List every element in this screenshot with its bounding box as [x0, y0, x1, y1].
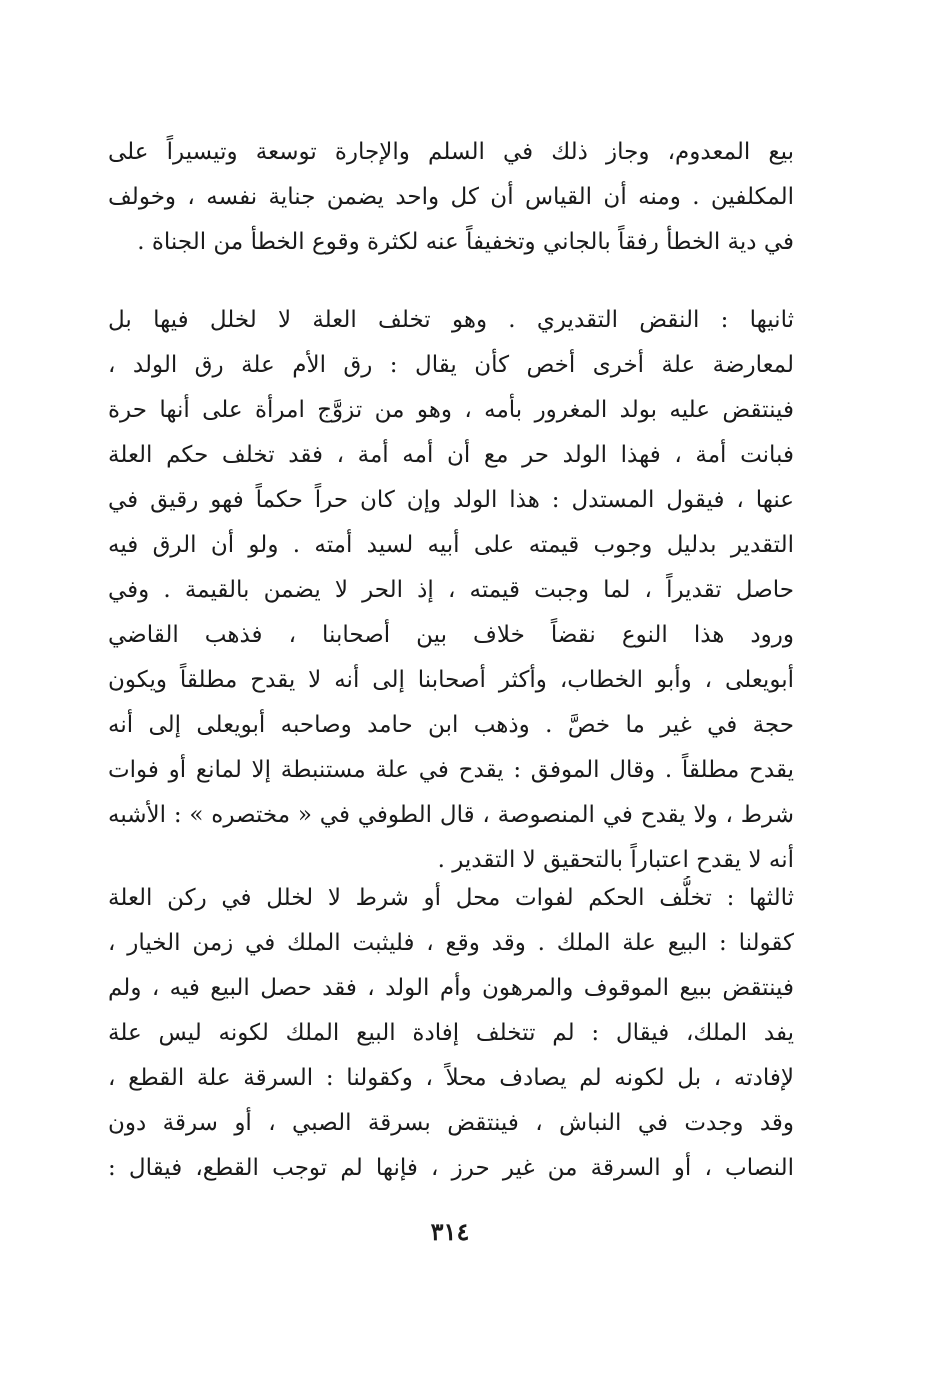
text-line: أنه لا يقدح اعتباراً بالتحقيق لا التقدير . [437, 847, 794, 873]
text-line: فينتقض عليه بولد المغرور بأمه ، وهو من تزوَّج امرأة على أنها حرة [108, 397, 794, 423]
text-line: لإفادته ، بل لكونه لم يصادف محلاً ، وكقولنا : السرقة علة القطع ، [108, 1065, 794, 1091]
text-line: بيع المعدوم، وجاز ذلك في السلم والإجارة توسعة وتيسيراً على [108, 139, 794, 165]
text-line: يفد الملك، فيقال : لم تتخلف إفادة البيع الملك لكونه ليس علة [108, 1020, 794, 1046]
text-line: حجة في غير ما خصَّ . وذهب ابن حامد وصاحبه أبويعلى إلى أنه [108, 712, 794, 738]
text-line: يقدح مطلقاً . وقال الموفق : يقدح في علة مستنبطة إلا لمانع أو فوات [108, 757, 794, 783]
text-line: أبويعلى ، وأبو الخطاب، وأكثر أصحابنا إلى أنه لا يقدح مطلقاً ويكون [108, 667, 794, 693]
text-line: لمعارضة علة أخرى أخص كأن يقال : رق الأم علة رق الولد ، [108, 352, 794, 378]
text-line: فينتقض ببيع الموقوف والمرهون وأم الولد ، فقد حصل البيع فيه ، ولم [108, 975, 794, 1001]
text-line: حاصل تقديراً ، لما وجبت قيمته ، إذ الحر لا يضمن بالقيمة . وفي [108, 577, 794, 603]
text-line: في دية الخطأ رفقاً بالجاني وتخفيفاً عنه لكثرة وقوع الخطأ من الجناة . [137, 229, 794, 255]
text-line: النصاب ، أو السرقة من غير حرز ، فإنها لم توجب القطع، فيقال : [108, 1155, 794, 1181]
text-line: ثانيها : النقض التقديري . وهو تخلف العلة لا لخلل فيها بل [108, 307, 794, 333]
paragraph-1 [108, 130, 794, 265]
text-line: وقد وجدت في النباش ، فينتقض بسرقة الصبي ، أو سرقة دون [108, 1110, 794, 1136]
text-line: ورود هذا النوع نقضاً خلاف بين أصحابنا ، فذهب القاضي [108, 622, 794, 648]
text-line: فبانت أمة ، فهذا الولد حر مع أن أمه أمة ، فقد تخلف حكم العلة [108, 442, 794, 468]
paragraph-2 [108, 298, 794, 883]
text-line: شرط ، ولا يقدح في المنصوصة ، قال الطوفي في « مختصره » : الأشبه [108, 802, 794, 828]
text-line: المكلفين . ومنه أن القياس أن كل واحد يضمن جناية نفسه ، وخولف [108, 184, 794, 210]
text-line: التقدير بدليل وجوب قيمته على أبيه لسيد أمته . ولو أن الرق فيه [108, 532, 794, 558]
page-number: ٣١٤ [430, 1217, 470, 1246]
paragraph-3 [108, 876, 794, 1191]
text-line: عنها ، فيقول المستدل : هذا الولد وإن كان حراً حكماً فهو رقيق في [108, 487, 794, 513]
text-line: ثالثها : تخلُّف الحكم لفوات محل أو شرط لا لخلل في ركن العلة [108, 885, 794, 911]
text-line: كقولنا : البيع علة الملك . وقد وقع ، فليثبت الملك في زمن الخيار ، [108, 930, 794, 956]
